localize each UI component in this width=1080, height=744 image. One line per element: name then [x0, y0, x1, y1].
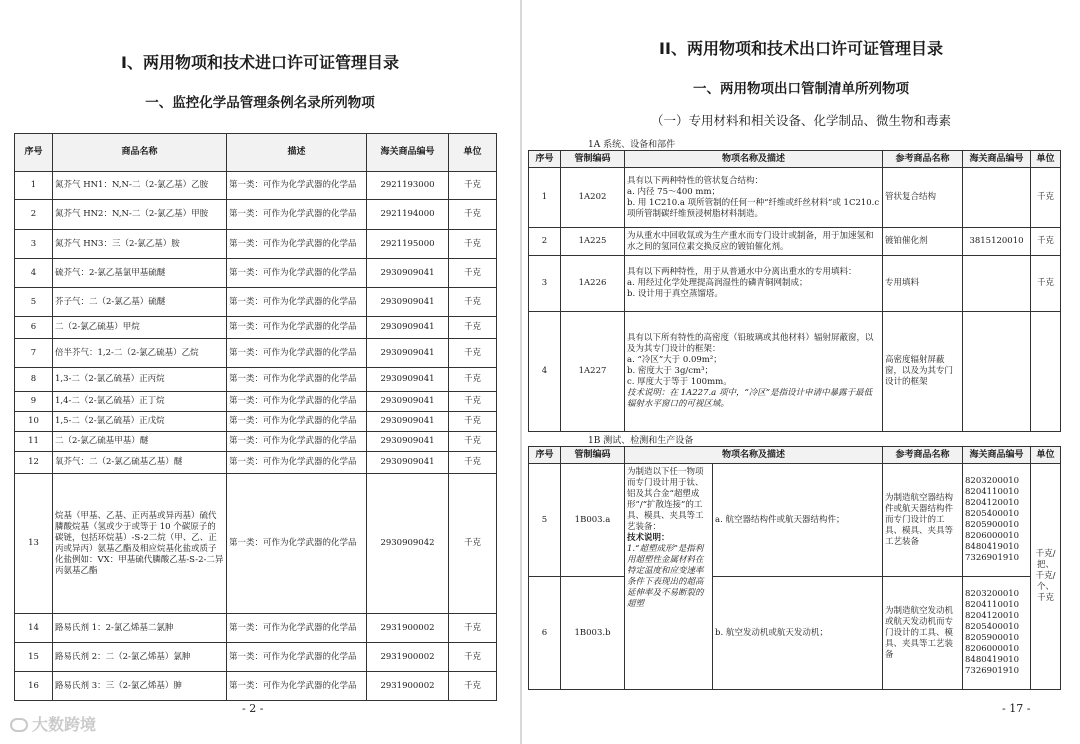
row-name: 二（2-氯乙硫基）甲烷: [53, 317, 227, 339]
row-unit: 千克: [449, 200, 497, 230]
row-no: 4: [529, 312, 561, 432]
row-desc: 第一类：可作为化学武器的化学品: [227, 614, 367, 643]
b-group-desc-cell: [625, 464, 713, 690]
table-row: [15, 452, 497, 474]
row-name: 氮芥气 HN2：N,N-二（2-氯乙基）甲胺: [53, 200, 227, 230]
row-unit: 千克: [1031, 228, 1061, 256]
row-control-code: 1B003.b: [561, 577, 625, 690]
right-page-title: II、两用物项和技术出口许可证管理目录: [659, 39, 943, 58]
table-row: [529, 228, 1061, 256]
right-page: [522, 0, 1080, 744]
table-1b-body: [529, 464, 1061, 690]
row-name: 1,4-二（2-氯乙硫基）正丁烷: [53, 392, 227, 412]
row-hs-code: 2921195000: [367, 230, 449, 259]
row-desc: 第一类：可作为化学武器的化学品: [227, 230, 367, 259]
col-header-item-desc: 物项名称及描述: [625, 151, 883, 168]
table-1a-body: [529, 168, 1061, 432]
row-desc: 第一类：可作为化学武器的化学品: [227, 259, 367, 288]
row-ref-name: 为制造航空器结构件或航天器结构件而专门设计的工具、模具、夹具等工艺装备: [883, 464, 963, 577]
row-unit: 千克: [449, 259, 497, 288]
col-header-no: 序号: [15, 134, 53, 172]
col-header-control-code: 管制编码: [561, 151, 625, 168]
left-page-subtitle: 一、监控化学品管理条例名录所列物项: [145, 95, 375, 111]
row-unit: 千克: [449, 368, 497, 392]
watermark-logo-icon: [10, 718, 28, 732]
row-unit: 千克: [449, 339, 497, 368]
row-no: 9: [15, 392, 53, 412]
row-desc: 第一类：可作为化学武器的化学品: [227, 288, 367, 317]
row-hs-code: 2930909041: [367, 452, 449, 474]
row-no: 15: [15, 643, 53, 672]
row-no: 14: [15, 614, 53, 643]
row-unit: 千克: [449, 643, 497, 672]
row-name: 硫芥气：2-氯乙基氯甲基硫醚: [53, 259, 227, 288]
row-hs-code: 2930909041: [367, 368, 449, 392]
row-name: 氮芥气 HN1：N,N-二（2-氯乙基）乙胺: [53, 172, 227, 200]
row-no: 2: [15, 200, 53, 230]
row-hs-code: 2930909041: [367, 432, 449, 452]
b-group-note: 1.“超塑成形”是指利用超塑性金属材料在特定温度和应变速率条件下表现出的超高延伸率及不易断裂的超塑: [627, 544, 704, 609]
row-desc: 第一类：可作为化学武器的化学品: [227, 172, 367, 200]
left-page: [0, 0, 520, 744]
row-name: 倍半芥气：1,2-二（2-氯乙硫基）乙烷: [53, 339, 227, 368]
table-row: [15, 412, 497, 432]
b-group-desc: 为制造以下任一物项而专门设计用于钛、铝及其合金“超塑成形”/“扩散连接”的工具、模具、夹具等工艺装备：: [627, 467, 704, 532]
row-name: 二（2-氯乙硫基甲基）醚: [53, 432, 227, 452]
b-group-note-title: 技术说明：: [627, 533, 670, 543]
row-unit: 千克: [449, 317, 497, 339]
col-header-ref-name: 参考商品名称: [883, 447, 963, 464]
row-name: 1,3-二（2-氯乙硫基）正丙烷: [53, 368, 227, 392]
row-desc: 第一类：可作为化学武器的化学品: [227, 643, 367, 672]
row-item-desc: [625, 256, 883, 312]
row-hs-code: 2931900002: [367, 672, 449, 701]
table-row: [529, 168, 1061, 228]
table-row: [15, 368, 497, 392]
row-hs-code: 2930909041: [367, 339, 449, 368]
table-row: [15, 172, 497, 200]
row-hs-code: 8203200010 8204110010 8204120010 8205400010 8205900010 8206000010 8480419010 7326901910: [963, 577, 1031, 690]
table-row: [15, 230, 497, 259]
row-no: 16: [15, 672, 53, 701]
table-row: [15, 259, 497, 288]
col-header-ref-name: 参考商品名称: [883, 151, 963, 168]
row-hs-code: 2930909041: [367, 259, 449, 288]
row-name: 路易氏剂 3：三（2-氯乙烯基）胂: [53, 672, 227, 701]
col-header-hs-code: 海关商品编号: [963, 447, 1031, 464]
row-control-code: 1B003.a: [561, 464, 625, 577]
row-no: 5: [529, 464, 561, 577]
col-header-control-code: 管制编码: [561, 447, 625, 464]
row-item-desc: [625, 228, 883, 256]
row-ref-name: 镀铂催化剂: [883, 228, 963, 256]
row-hs-code: 2930909041: [367, 317, 449, 339]
row-desc: 第一类：可作为化学武器的化学品: [227, 317, 367, 339]
table-row: [529, 312, 1061, 432]
row-name: 路易氏剂 2：二（2-氯乙烯基）氯胂: [53, 643, 227, 672]
col-header-unit: 单位: [1031, 447, 1061, 464]
row-unit: 千克: [449, 230, 497, 259]
b-group-unit: 千克/把、千克/个、千克: [1031, 464, 1061, 690]
watermark-text: 大数跨境: [32, 715, 97, 734]
row-control-code: 1A225: [561, 228, 625, 256]
row-no: 11: [15, 432, 53, 452]
row-unit: 千克: [449, 412, 497, 432]
section-1b-label: 1B 测试、检测和生产设备: [588, 436, 694, 446]
row-no: 7: [15, 339, 53, 368]
row-desc: 第一类：可作为化学武器的化学品: [227, 392, 367, 412]
table-1b-header: [529, 447, 1061, 464]
col-header-hs-code: 海关商品编号: [367, 134, 449, 172]
row-hs-code: [963, 312, 1031, 432]
right-page-subtitle: 一、两用物项出口管制清单所列物项: [693, 81, 909, 97]
table-row: [15, 200, 497, 230]
row-desc: 第一类：可作为化学武器的化学品: [227, 339, 367, 368]
row-hs-code: [963, 256, 1031, 312]
row-unit: 千克: [1031, 256, 1061, 312]
row-desc: 第一类：可作为化学武器的化学品: [227, 452, 367, 474]
right-page-subtitle-2: （一）专用材料和相关设备、化学制品、微生物和毒素: [650, 113, 951, 128]
row-name: 芥子气：二（2-氯乙基）硫醚: [53, 288, 227, 317]
row-name: 氮芥气 HN3：三（2-氯乙基）胺: [53, 230, 227, 259]
row-no: 13: [15, 474, 53, 614]
import-table-body: [15, 172, 497, 701]
export-table-1a: [528, 150, 1061, 432]
col-header-unit: 单位: [449, 134, 497, 172]
row-item-desc: [625, 312, 883, 432]
section-1a-label: 1A 系统、设备和部件: [588, 140, 676, 150]
row-hs-code: 2931900002: [367, 643, 449, 672]
row-control-code: 1A227: [561, 312, 625, 432]
row-hs-code: 2930909041: [367, 392, 449, 412]
row-no: 6: [15, 317, 53, 339]
row-item: b. 航空发动机或航天发动机；: [713, 577, 883, 690]
import-table: [14, 133, 497, 701]
row-unit: 千克: [449, 432, 497, 452]
table-row: [529, 256, 1061, 312]
col-header-unit: 单位: [1031, 151, 1061, 168]
row-item-desc: [625, 168, 883, 228]
row-no: 1: [15, 172, 53, 200]
row-unit: [1031, 312, 1061, 432]
export-table-1b: [528, 446, 1061, 690]
col-header-no: 序号: [529, 151, 561, 168]
row-hs-code: 2930909041: [367, 412, 449, 432]
row-unit: 千克: [1031, 168, 1061, 228]
row-no: 3: [529, 256, 561, 312]
row-ref-name: 高密度辐射屏蔽窗，以及为其专门设计的框架: [883, 312, 963, 432]
row-no: 12: [15, 452, 53, 474]
row-hs-code: 3815120010: [963, 228, 1031, 256]
row-item-desc-text: 为从重水中回收氚或为生产重水而专门设计或制备，用于加速氢和水之间的氢同位素交换反应的镀铂催化剂。: [627, 230, 874, 252]
table-row: [15, 392, 497, 412]
row-hs-code: 2930909041: [367, 288, 449, 317]
row-desc: 第一类：可作为化学武器的化学品: [227, 412, 367, 432]
import-table-header: [15, 134, 497, 172]
row-control-code: 1A202: [561, 168, 625, 228]
right-page-number: - 17 -: [1002, 702, 1031, 715]
row-desc: 第一类：可作为化学武器的化学品: [227, 672, 367, 701]
table-row: [15, 432, 497, 452]
row-ref-name: 专用填料: [883, 256, 963, 312]
left-page-number: - 2 -: [242, 702, 264, 715]
row-no: 5: [15, 288, 53, 317]
table-1a-header: [529, 151, 1061, 168]
row-name: 烷基（甲基、乙基、正丙基或异丙基）硫代膦酸烷基（氢或少于或等于 10 个碳原子的碳链，包括环烷基）-S-2二烷（甲、乙、正丙或异丙）氨基乙酯及相应烷基化盐或质子化盐例如：VX：甲基硫代膦酸乙基-S-2-二异丙氨基乙酯: [53, 474, 227, 614]
table-row: [15, 288, 497, 317]
row-no: 6: [529, 577, 561, 690]
col-header-desc: 描述: [227, 134, 367, 172]
row-no: 4: [15, 259, 53, 288]
row-hs-code: [963, 168, 1031, 228]
row-item-desc-text: 具有以下两种特性的管状复合结构： a. 内径 75～400 mm； b. 用 1C210.a 项所管制的任何一种“纤维或纤丝材料”或 1C210.c 项所管制碳纤维预浸树脂材料制造。: [627, 175, 880, 219]
row-unit: 千克: [449, 288, 497, 317]
row-hs-code: 2921193000: [367, 172, 449, 200]
row-no: 1: [529, 168, 561, 228]
table-row: [15, 614, 497, 643]
table-row: [529, 464, 1061, 577]
row-unit: 千克: [449, 672, 497, 701]
col-header-hs-code: 海关商品编号: [963, 151, 1031, 168]
row-unit: 千克: [449, 172, 497, 200]
col-header-name: 商品名称: [53, 134, 227, 172]
table-row: [15, 339, 497, 368]
row-desc: 第一类：可作为化学武器的化学品: [227, 200, 367, 230]
row-desc: 第一类：可作为化学武器的化学品: [227, 368, 367, 392]
row-desc: 第一类：可作为化学武器的化学品: [227, 432, 367, 452]
col-header-no: 序号: [529, 447, 561, 464]
table-row: [15, 474, 497, 614]
left-page-title: I、两用物项和技术进口许可证管理目录: [121, 53, 399, 72]
table-row: [529, 577, 1061, 690]
row-item: a. 航空器结构件或航天器结构件；: [713, 464, 883, 577]
row-control-code: 1A226: [561, 256, 625, 312]
row-name: 1,5-二（2-氯乙硫基）正戊烷: [53, 412, 227, 432]
row-name: 氧芥气：二（2-氯乙硫基乙基）醚: [53, 452, 227, 474]
row-no: 10: [15, 412, 53, 432]
row-item-desc-text: 具有以下所有特性的高密度（铅玻璃或其他材料）辐射屏蔽窗，以及为其专门设计的框架： a. “冷区”大于 0.09m²； b. 密度大于 3g/cm³； c. 厚度大于等于 100mm。: [627, 333, 874, 387]
row-hs-code: 2931900002: [367, 614, 449, 643]
watermark: [10, 712, 96, 735]
row-hs-code: 2930909042: [367, 474, 449, 614]
table-row: [15, 317, 497, 339]
row-unit: 千克: [449, 392, 497, 412]
row-no: 8: [15, 368, 53, 392]
row-hs-code: 2921194000: [367, 200, 449, 230]
row-desc: 第一类：可作为化学武器的化学品: [227, 474, 367, 614]
row-no: 3: [15, 230, 53, 259]
row-item-desc-text: 具有以下两种特性，用于从普通水中分离出重水的专用填料： a. 用经过化学处理提高润湿性的磷青铜网制成； b. 设计用于真空蒸馏塔。: [627, 267, 857, 299]
table-row: [15, 672, 497, 701]
row-no: 2: [529, 228, 561, 256]
row-name: 路易氏剂 1：2-氯乙烯基二氯胂: [53, 614, 227, 643]
row-unit: 千克: [449, 474, 497, 614]
row-ref-name: 为制造航空发动机或航天发动机而专门设计的工具、模具、夹具等工艺装备: [883, 577, 963, 690]
row-ref-name: 管状复合结构: [883, 168, 963, 228]
row-unit: 千克: [449, 614, 497, 643]
row-unit: 千克: [449, 452, 497, 474]
table-row: [15, 643, 497, 672]
row-hs-code: 8203200010 8204110010 8204120010 8205400010 8205900010 8206000010 8480419010 7326901910: [963, 464, 1031, 577]
row-tech-note: 技术说明：在 1A227.a 项中，“冷区”是指设计申请中暴露于最低辐射水平窗口的可视区域。: [627, 388, 873, 409]
col-header-item-desc: 物项名称及描述: [625, 447, 883, 464]
